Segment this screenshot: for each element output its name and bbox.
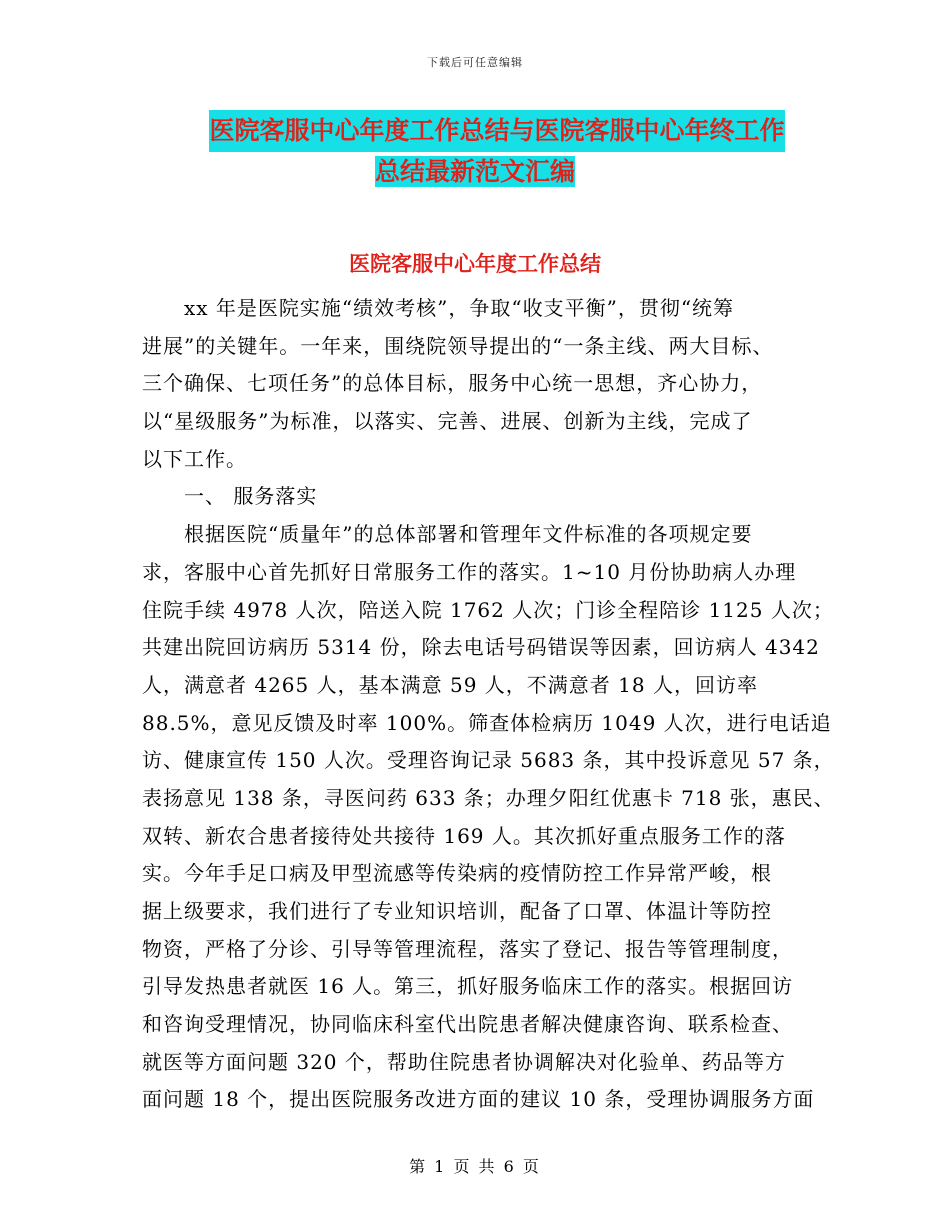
body-line: 引导发热患者就医 16 人。第三，抓好服务临床工作的落实。根据回访 bbox=[142, 974, 794, 999]
header-note: 下载后可任意编辑 bbox=[427, 56, 523, 69]
body-line: 88.5%，意见反馈及时率 100%。筛查体检病历 1049 人次，进行电话追 bbox=[142, 710, 832, 735]
body-text bbox=[142, 290, 835, 1119]
body-line: 进展”的关键年。一年来，围绕院领导提出的“一条主线、两大目标、 bbox=[142, 333, 774, 358]
body-line: 双转、新农合患者接待处共接待 169 人。其次抓好重点服务工作的落 bbox=[142, 823, 786, 848]
body-line: 人，满意者 4265 人，基本满意 59 人，不满意者 18 人，回访率 bbox=[142, 672, 758, 697]
document-title bbox=[0, 110, 950, 192]
subheading-service-implementation: 一、 服务落实 bbox=[142, 484, 318, 509]
body-line: 面问题 18 个，提出医院服务改进方面的建议 10 条，受理协调服务方面 bbox=[142, 1087, 815, 1112]
body-line: 根据医院“质量年”的总体部署和管理年文件标准的各项规定要 bbox=[142, 522, 753, 547]
document-title-line-2: 总结最新范文汇编 bbox=[374, 157, 575, 186]
body-line: 表扬意见 138 条，寻医问药 633 条；办理夕阳红优惠卡 718 张，惠民、 bbox=[142, 785, 835, 810]
body-line: 三个确保、七项任务”的总体目标，服务中心统一思想，齐心协力， bbox=[142, 371, 763, 396]
body-line: 和咨询受理情况，协同临床科室代出院患者解决健康咨询、联系检查、 bbox=[142, 1012, 793, 1037]
body-line: 实。今年手足口病及甲型流感等传染病的疫情防控工作异常严峻，根 bbox=[142, 861, 772, 886]
page-footer: 第 1 页 共 6 页 bbox=[409, 1157, 541, 1176]
section-title: 医院客服中心年度工作总结 bbox=[349, 252, 601, 276]
body-line: 访、健康宣传 150 人次。受理咨询记录 5683 条，其中投诉意见 57 条， bbox=[142, 748, 835, 773]
body-line: 物资，严格了分诊、引导等管理流程，落实了登记、报告等管理制度， bbox=[142, 936, 793, 961]
document-title-line-1: 医院客服中心年度工作总结与医院客服中心年终工作 bbox=[209, 110, 784, 152]
body-line: xx 年是医院实施“绩效考核”，争取“收支平衡”，贯彻“统筹 bbox=[142, 296, 735, 320]
body-line: 就医等方面问题 320 个，帮助住院患者协调解决对化验单、药品等方 bbox=[142, 1049, 786, 1074]
body-line: 住院手续 4978 人次，陪送入院 1762 人次；门诊全程陪诊 1125 人次； bbox=[142, 597, 834, 622]
body-line: 以下工作。 bbox=[142, 446, 247, 471]
body-line: 以“星级服务”为标准，以落实、完善、进展、创新为主线，完成了 bbox=[142, 409, 753, 434]
body-line: 据上级要求，我们进行了专业知识培训，配备了口罩、体温计等防控 bbox=[142, 899, 772, 923]
body-line: 共建出院回访病历 5314 份，除去电话号码错误等因素，回访病人 4342 bbox=[142, 635, 820, 660]
body-line: 求，客服中心首先抓好日常服务工作的落实。1~10 月份协助病人办理 bbox=[142, 559, 797, 584]
